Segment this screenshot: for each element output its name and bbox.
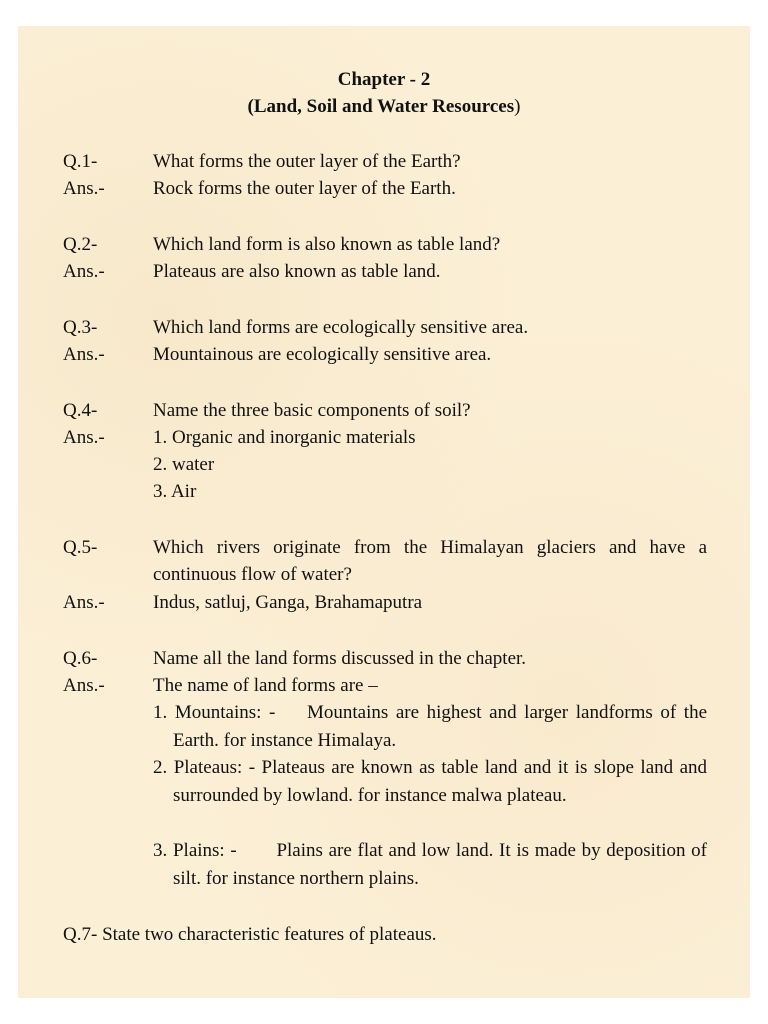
list-item: 3. Air xyxy=(153,481,197,502)
landform-desc: Plains are flat and low land. It is made by deposition of silt. for instance northern plains. xyxy=(173,840,708,889)
answer-label: Ans.- xyxy=(63,261,105,282)
answer-label: Ans.- xyxy=(63,427,105,448)
landform-number: 1. xyxy=(153,702,168,723)
answer-label: Ans.- xyxy=(63,675,105,696)
question-text: Name all the land forms discussed in the chapter. xyxy=(153,648,527,669)
question-1 xyxy=(63,148,708,175)
landform-mountains xyxy=(153,699,707,754)
answer-6 xyxy=(63,672,708,699)
question-text: Which land forms are ecologically sensitive area. xyxy=(153,317,529,338)
chapter-subtitle-close: ) xyxy=(514,96,521,117)
question-3 xyxy=(63,314,708,341)
question-label: Q.2- xyxy=(63,234,98,255)
question-text: State two characteristic features of plateaus. xyxy=(102,924,437,945)
list-item: 1. Organic and inorganic materials xyxy=(153,427,416,448)
question-7 xyxy=(63,921,708,948)
chapter-title: Chapter - 2 xyxy=(337,69,431,90)
answer-4 xyxy=(63,424,708,451)
question-text: Name the three basic components of soil? xyxy=(153,400,471,421)
answer-label: Ans.- xyxy=(63,344,105,365)
answer-2 xyxy=(63,258,708,285)
question-text: Which land form is also known as table land? xyxy=(153,234,501,255)
landform-name: Plains: - xyxy=(172,840,237,861)
chapter-subtitle-text: (Land, Soil and Water Resources xyxy=(247,96,515,117)
question-2 xyxy=(63,231,708,258)
answer-label: Ans.- xyxy=(63,592,105,613)
question-6 xyxy=(63,645,708,672)
landform-name: Plateaus: - xyxy=(173,757,256,778)
document-page xyxy=(18,26,750,998)
answer-3 xyxy=(63,341,708,368)
answer-text: Plateaus are also known as table land. xyxy=(153,261,441,282)
landform-desc: Mountains are highest and larger landforms of the Earth. for instance Himalaya. xyxy=(173,702,708,751)
question-4 xyxy=(63,397,708,424)
question-text: Which rivers originate from the Himalayan glaciers and have a continuous flow of water? xyxy=(153,537,707,585)
landform-name: Mountains: - xyxy=(174,702,276,723)
answer-1 xyxy=(63,175,708,202)
answer-text: Mountainous are ecologically sensitive area. xyxy=(153,344,492,365)
question-text: What forms the outer layer of the Earth? xyxy=(153,151,461,172)
question-label: Q.6- xyxy=(63,648,98,669)
question-label: Q.4- xyxy=(63,400,98,421)
answer-intro: The name of land forms are – xyxy=(153,675,378,696)
chapter-subtitle xyxy=(18,93,750,120)
landform-desc: Plateaus are known as table land and it is slope land and surrounded by lowland. for instance malwa plateau. xyxy=(173,757,708,806)
landform-number: 2. xyxy=(153,757,168,778)
question-label: Q.1- xyxy=(63,151,98,172)
answer-text: Indus, satluj, Ganga, Brahamaputra xyxy=(153,592,423,613)
landform-plateaus xyxy=(153,754,707,809)
answer-text: Rock forms the outer layer of the Earth. xyxy=(153,178,456,199)
question-label: Q.5- xyxy=(63,537,98,558)
question-label: Q.3- xyxy=(63,317,98,338)
list-item: 2. water xyxy=(153,454,215,475)
question-label: Q.7- xyxy=(63,924,98,945)
landform-plains xyxy=(153,837,707,892)
landform-number: 3. xyxy=(153,840,168,861)
answer-5 xyxy=(63,589,708,616)
answer-label: Ans.- xyxy=(63,178,105,199)
